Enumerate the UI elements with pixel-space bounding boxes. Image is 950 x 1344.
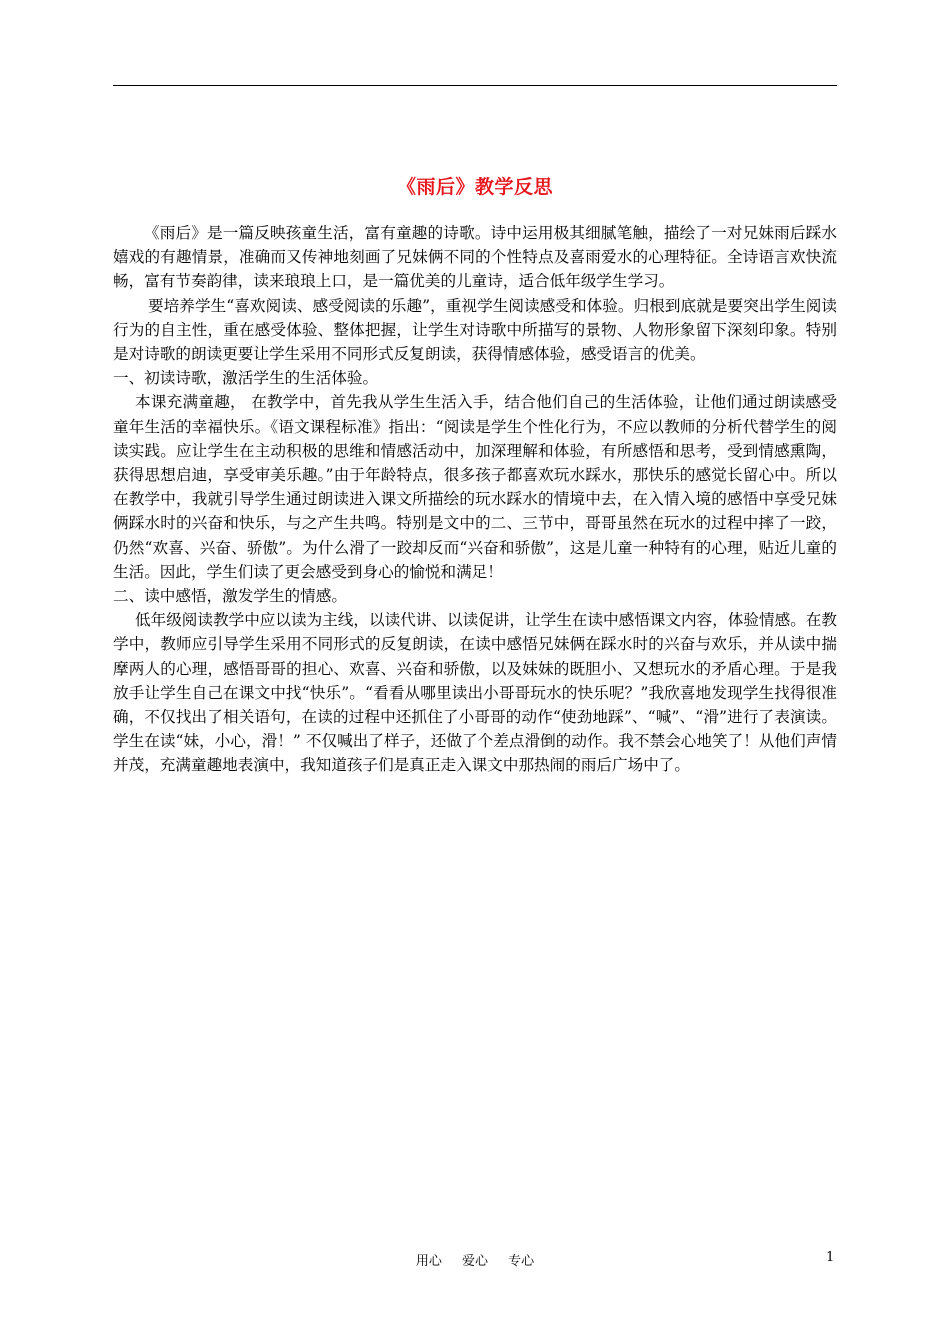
paragraph-goal: 要培养学生“喜欢阅读、感受阅读的乐趣”，重视学生阅读感受和体验。归根到底就是要突出学生阅读行为的自主性，重在感受体验、整体把握，让学生对诗歌中所描写的景物、人物形象留下深刻印象。特别是对诗歌的朗读更要让学生采用不同形式反复朗读，获得情感体验，感受语言的优美。 (113, 296, 837, 364)
paragraph-intro: 《雨后》是一篇反映孩童生活，富有童趣的诗歌。诗中运用极其细腻笔触，描绘了一对兄妹雨后踩水嬉戏的有趣情景，准确而又传神地刻画了兄妹俩不同的个性特点及喜雨爱水的心理特征。全诗语言欢快流畅，富有节奏韵律，读来琅琅上口，是一篇优美的儿童诗，适合低年级学生学习。 (113, 224, 837, 291)
paragraph-section-2: 低年级阅读教学中应以读为主线，以读代讲、以读促讲，让学生在读中感悟课文内容，体验情感。在教学中，教师应引导学生采用不同形式的反复朗读，在读中感悟兄妹俩在踩水时的兴奋与欢乐，并从读中揣摩两人的心理，感悟哥哥的担心、欢喜、兴奋和骄傲，以及妹妹的既胆小、又想玩水的矛盾心理。于是我放手让学生自己在课文中找“快乐”。“看看从哪里读出小哥哥玩水的快乐呢？”我欣喜地发现学生找得很准确，不仅找出了相关语句，在读的过程中还抓住了小哥哥的动作“使劲地踩”、“喊”、“滑”进行了表演读。学生在读“妹，小心，滑！” 不仅喊出了样子，还做了个差点滑倒的动作。我不禁会心地笑了！从他们声情并茂，充满童趣地表演中，我知道孩子们是真正走入课文中那热闹的雨后广场中了。 (113, 611, 837, 775)
section-heading-1: 一、初读诗歌，激活学生的生活体验。 (113, 369, 379, 388)
header-rule (113, 85, 837, 86)
document-body (113, 221, 837, 778)
document-title: 《雨后》教学反思 (396, 176, 553, 198)
page-number: 1 (826, 1250, 835, 1265)
section-heading-2: 二、读中感悟，激发学生的情感。 (113, 587, 347, 606)
footer-motto: 用心 爱心 专心 (415, 1254, 535, 1269)
paragraph-section-1: 本课充满童趣， 在教学中，首先我从学生生活入手，结合他们自己的生活体验，让他们通过朗读感受童年生活的幸福快乐。《语文课程标准》指出：“阅读是学生个性化行为，不应以教师的分析代替学生的阅读实践。应让学生在主动积极的思维和情感活动中，加深理解和体验，有所感悟和思考，受到情感熏陶，获得思想启迪，享受审美乐趣。”由于年龄特点，很多孩子都喜欢玩水踩水，那快乐的感觉长留心中。所以在教学中，我就引导学生通过朗读进入课文所描绘的玩水踩水的情境中去，在入情入境的感悟中享受兄妹俩踩水时的兴奋和快乐，与之产生共鸣。特别是文中的二、三节中，哥哥虽然在玩水的过程中摔了一跤，仍然“欢喜、兴奋、骄傲”。为什么滑了一跤却反而“兴奋和骄傲”，这是儿童一种特有的心理，贴近儿童的生活。因此，学生们读了更会感受到身心的愉悦和满足！ (113, 393, 837, 581)
